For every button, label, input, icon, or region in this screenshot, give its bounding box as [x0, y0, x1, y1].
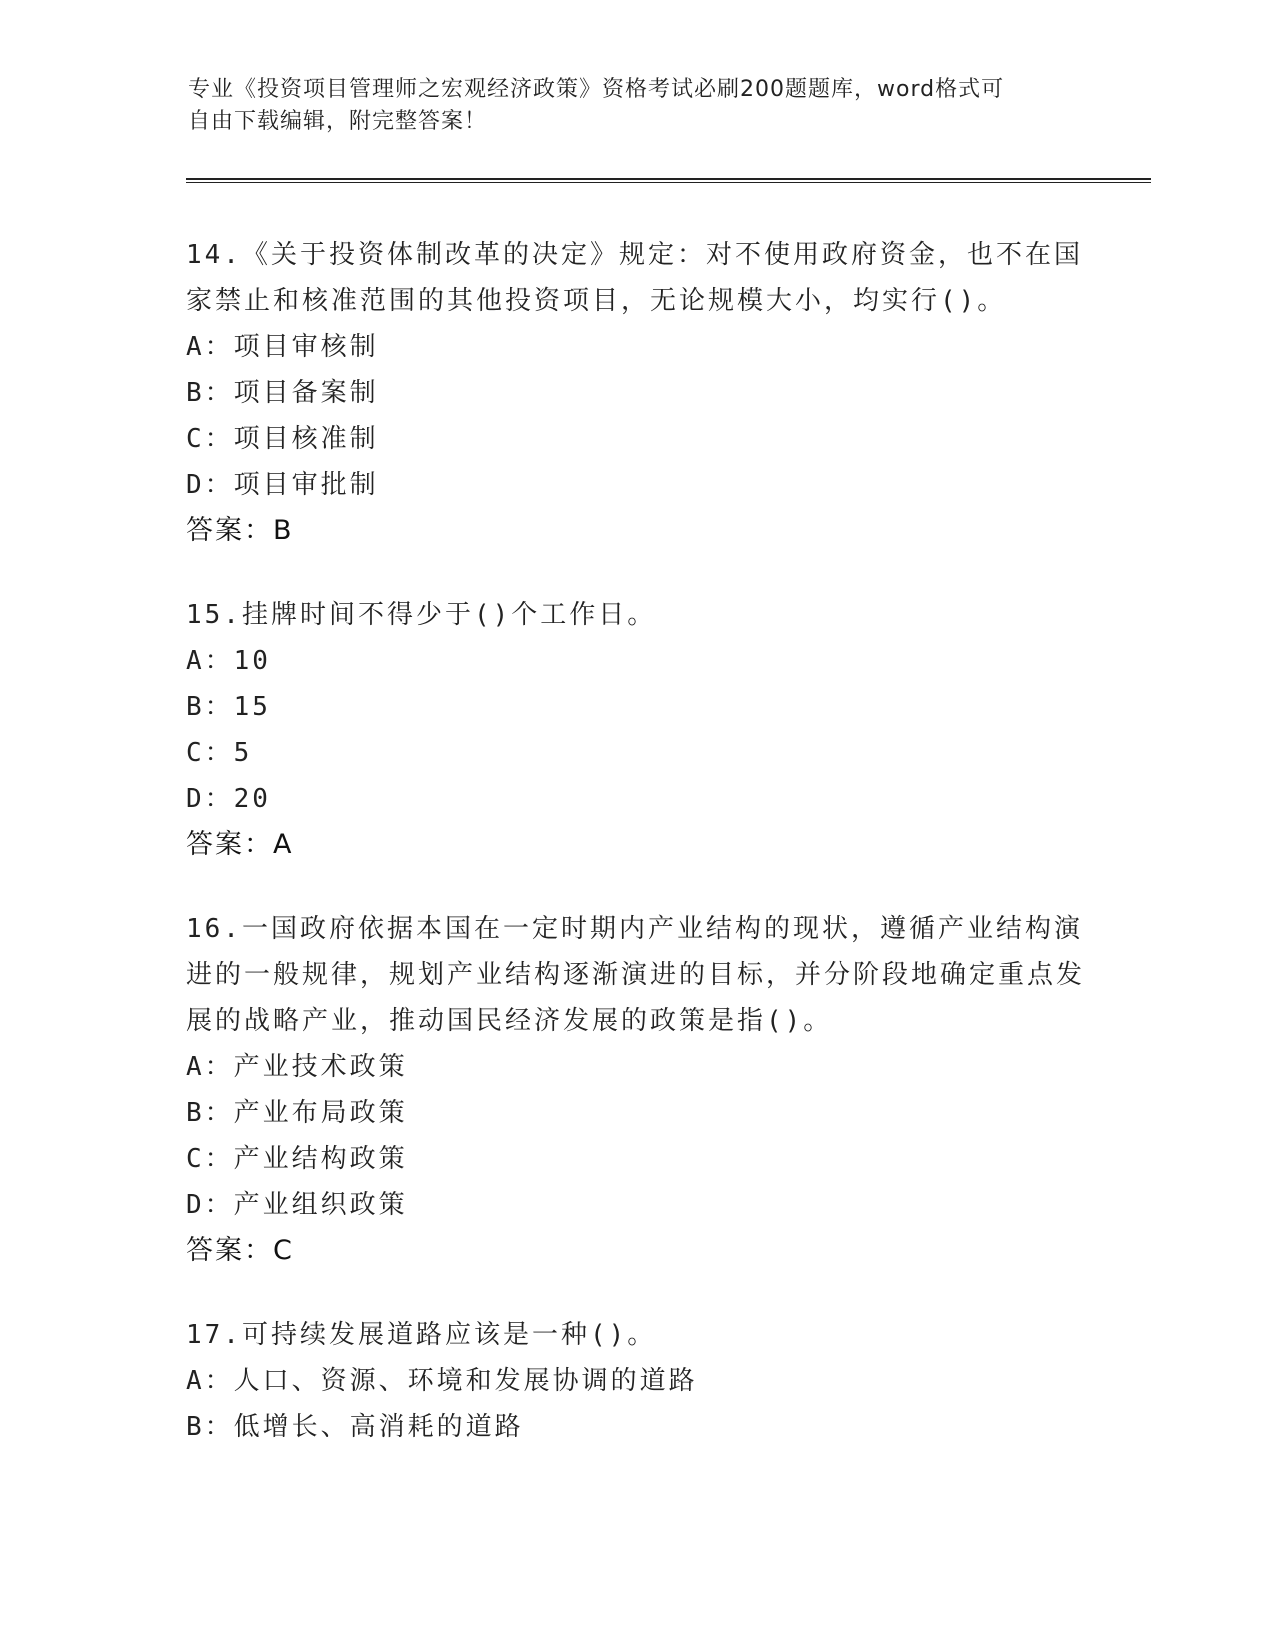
header-divider — [186, 178, 1151, 180]
question-stem: 16.一国政府依据本国在一定时期内产业结构的现状，遵循产业结构演进的一般规律，规划产业结构逐渐演进的目标，并分阶段地确定重点发展的战略产业，推动国民经济发展的政策是指()。 — [186, 914, 1086, 1036]
answer-label: 答案：B — [186, 515, 294, 546]
option-a: A：项目审核制 — [186, 332, 379, 362]
document-header — [188, 74, 1088, 138]
option-a: A：产业技术政策 — [186, 1052, 408, 1082]
question-14 — [186, 232, 1086, 554]
answer-label: 答案：A — [186, 829, 294, 860]
option-c: C：产业结构政策 — [186, 1144, 408, 1174]
question-17 — [186, 1312, 1086, 1450]
option-d: D：项目审批制 — [186, 470, 379, 500]
question-16 — [186, 906, 1086, 1274]
header-line-1: 专业《投资项目管理师之宏观经济政策》资格考试必刷200题题库，word格式可 — [188, 77, 1005, 102]
option-d: D：20 — [186, 784, 271, 814]
question-stem: 14.《关于投资体制改革的决定》规定：对不使用政府资金，也不在国家禁止和核准范围的其他投资项目，无论规模大小，均实行()。 — [186, 240, 1083, 316]
option-a: A：人口、资源、环境和发展协调的道路 — [186, 1366, 698, 1396]
answer-label: 答案：C — [186, 1235, 294, 1266]
option-d: D：产业组织政策 — [186, 1190, 408, 1220]
question-stem: 15.挂牌时间不得少于()个工作日。 — [186, 600, 657, 630]
header-line-2: 自由下载编辑，附完整答案！ — [188, 109, 488, 134]
option-c: C：5 — [186, 738, 253, 768]
option-a: A：10 — [186, 646, 271, 676]
question-15 — [186, 592, 1086, 868]
option-b: B：项目备案制 — [186, 378, 379, 408]
option-b: B：15 — [186, 692, 271, 722]
option-b: B：产业布局政策 — [186, 1098, 408, 1128]
question-stem: 17.可持续发展道路应该是一种()。 — [186, 1320, 657, 1350]
option-b: B：低增长、高消耗的道路 — [186, 1412, 524, 1442]
question-list — [186, 232, 1086, 1488]
option-c: C：项目核准制 — [186, 424, 379, 454]
header-divider-thin — [186, 182, 1151, 183]
